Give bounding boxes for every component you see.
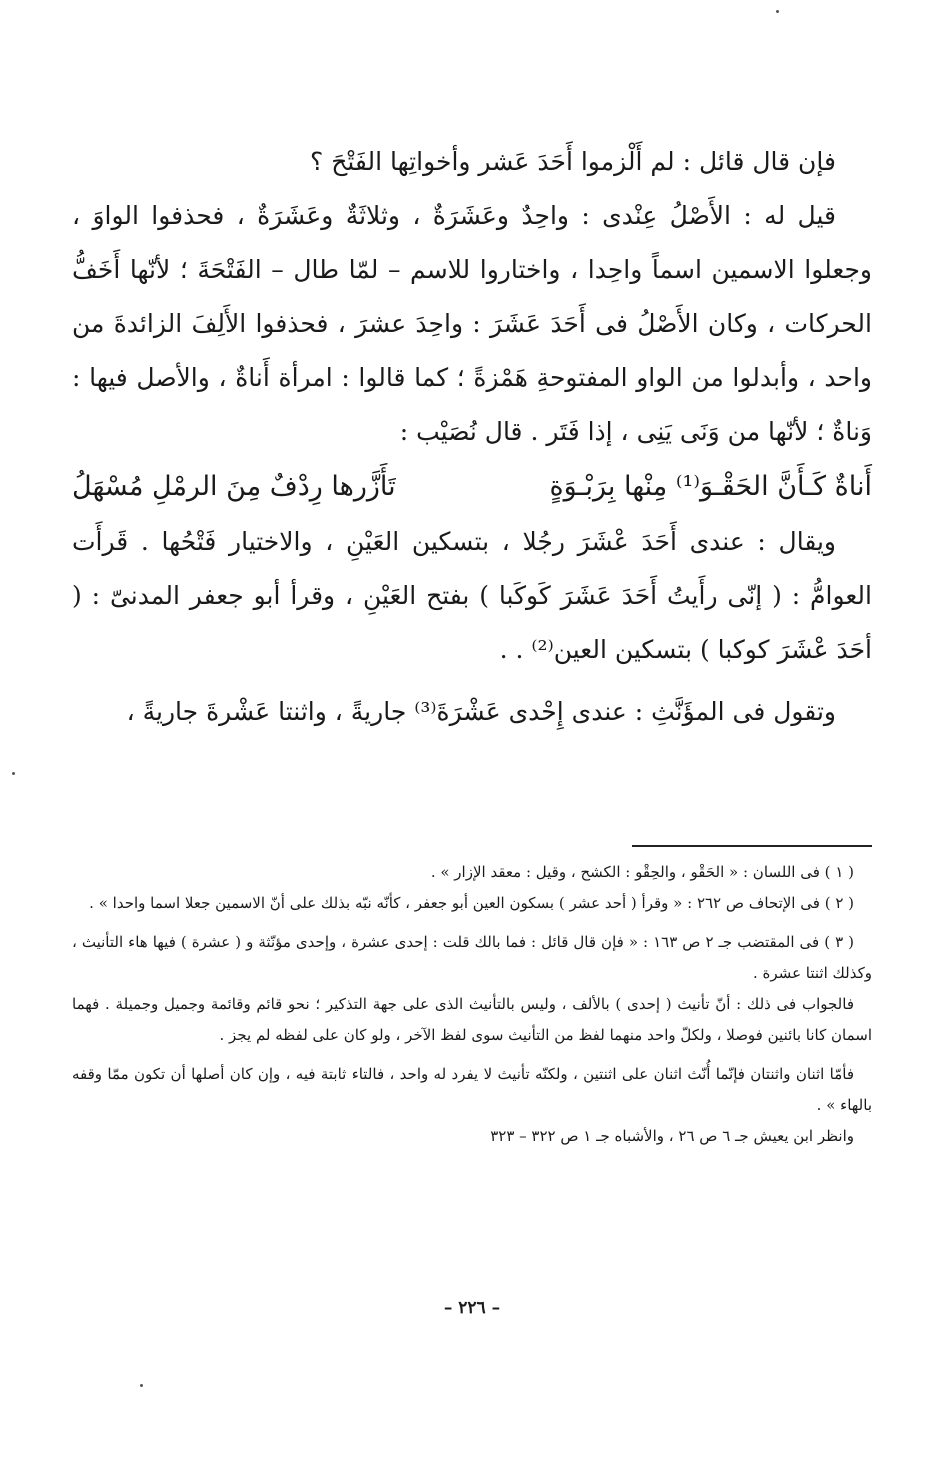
page-number: – ٢٢٦ –	[443, 1298, 501, 1318]
scan-speck	[776, 10, 779, 13]
footnote-1: ( ١ ) فى اللسان : « الحَقْو ، والحِقْو : الكشح ، وقيل : معقد الإزار » .	[430, 863, 854, 881]
main-text	[72, 135, 872, 739]
footnote-3-continuation-2: فأمّا اثنان واثنتان فإنّما أُنّث اثنان على اثنتين ، ولكنّه تأنيث لا يفرد له واحد ، فالتاء ثابتة فيه ، وإن كان أصلها أن تكون ممّا وقفه بالهاء » .	[72, 1065, 872, 1114]
poem-verse	[72, 459, 872, 515]
poem-first-hemistich: أَناةٌ كَـأَنَّ الحَقْـوَ⁽¹⁾ مِنْها بِرَبْـوَةٍ	[549, 471, 872, 502]
reading-paragraph: ويقال : عندى أَحَدَ عْشَرَ رجُلا ، بتسكين العَيْنِ ، والاختيار فَتْحُها . قَرأَت العوامُّ : ( إنّى رأَيتُ أَحَدَ عَشَرَ كَوكَبا ) بفتح العَيْنِ ، وقرأ أبو جعفر المدنىّ : ( أحَدَ عْشَرَ كوكبا ) بتسكين العين⁽²⁾ . .	[72, 527, 872, 664]
footnote-2: ( ٢ ) فى الإتحاف ص ٢٦٢ : « وقرأ ( أحد عشر ) بسكون العين أبو جعفر ، كأنّه نبّه بذلك على أنّ الاسمين جعلا اسما واحدا » .	[89, 894, 854, 912]
footnotes	[72, 857, 872, 1152]
scan-speck	[12, 772, 15, 775]
footnote-3: ( ٣ ) فى المقتضب جـ ٢ ص ١٦٣ : « فإن قال قائل : فما بالك قلت : إحدى عشرة ، وإحدى مؤنّثة و ( عشرة ) فيها هاء التأنيث ، وكذلك اثنتا عشرة .	[72, 933, 872, 982]
footnote-3-continuation: فالجواب فى ذلك : أنّ تأنيث ( إحدى ) بالألف ، وليس بالتأنيث الذى على جهة التذكير ؛ نحو قائم وقائمة وجميل وجميلة . فهما اسمان كانا بائنين فوصلا ، ولكلّ واحد منهما لفظ من التأنيث سوى لفظ الآخر ، ولو كان على لفظه لم يجز .	[72, 995, 872, 1044]
footnote-separator	[632, 845, 872, 847]
feminine-paragraph: وتقول فى المؤَنَّثِ : عندى إِحْدى عَشْرَةَ⁽³⁾ جاريةً ، واثنتا عَشْرةَ جاريةً ،	[126, 697, 836, 726]
answer-paragraph: قيل له : الأَصْلُ عِنْدى : واحِدٌ وعَشَرَةٌ ، وثلاثَةٌ وعَشَرَةٌ ، فحذفوا الواوَ ، وجعلوا الاسمين اسماً واحِدا ، واختاروا للاسم – لمّا طال – الفَتْحَةَ ؛ لأنّها أَخَفُّ الحركات ، وكان الأَصْلُ فى أَحَدَ عَشَرَ : واحِدَ عشرَ ، فحذفوا الأَلِفَ الزائدةَ من واحد ، وأبدلوا من الواو المفتوحةِ هَمْزةً ؛ كما قالوا : امرأة أَناةٌ ، والأصل فيها : وَناةٌ ؛ لأنّها من وَنَى يَنِى ، إذا فَتَر . قال نُصَيْب :	[72, 201, 872, 446]
scan-speck	[140, 1384, 143, 1387]
poem-second-hemistich: تَأَزَّرها رِدْفٌ مِنَ الرمْلِ مُسْهَلُ	[72, 471, 396, 502]
footnote-3-reference: وانظر ابن يعيش جـ ٦ ص ٢٦ ، والأشباه جـ ١ ص ٣٢٢ – ٣٢٣	[490, 1127, 854, 1145]
question-paragraph: فإن قال قائل : لم أَلْزموا أَحَدَ عَشر وأخواتِها الفَتْحَ ؟	[309, 147, 836, 176]
